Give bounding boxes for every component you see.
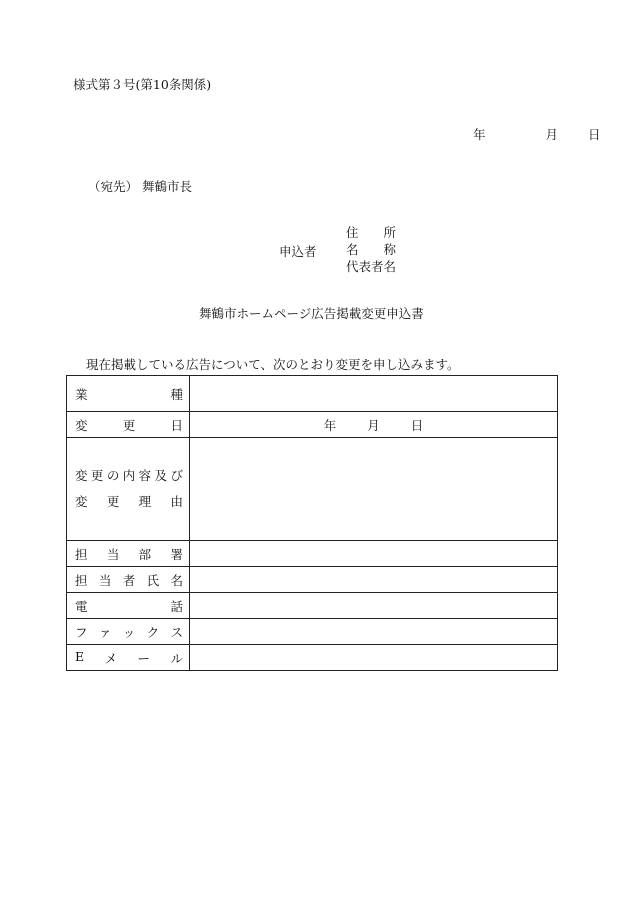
label-char: の [106, 468, 120, 483]
label-char: 内 [122, 468, 136, 483]
label-char: 更 [122, 417, 136, 433]
label-char: 担 [75, 572, 88, 588]
label-char: フ [75, 624, 88, 640]
row-content-reason [67, 438, 558, 541]
label-change-date [67, 412, 190, 438]
label-department [67, 541, 190, 567]
field-change-date[interactable] [190, 412, 558, 438]
label-char: 署 [170, 546, 183, 562]
label-char: 理 [138, 494, 152, 509]
change-date-month: 月 [367, 417, 380, 433]
label-char: 氏 [146, 572, 160, 588]
applicant-name-label: 名 称 [346, 242, 397, 257]
label-char: メ [104, 650, 118, 666]
field-person[interactable] [190, 567, 558, 593]
field-fax[interactable] [190, 619, 558, 645]
header-date [473, 125, 601, 143]
form-number: 様式第３号(第10条関係) [73, 77, 212, 92]
row-person [67, 567, 558, 593]
label-char: 業 [75, 386, 88, 402]
label-char: 者 [122, 572, 136, 588]
label-char: び [170, 468, 183, 483]
change-form-table [66, 375, 558, 671]
label-char: 当 [98, 572, 112, 588]
label-phone [67, 593, 190, 619]
label-char: 話 [170, 598, 183, 614]
row-phone [67, 593, 558, 619]
header-date-year: 年 [473, 127, 486, 142]
label-person [67, 567, 190, 593]
row-fax [67, 619, 558, 645]
label-char: 担 [75, 546, 88, 562]
header-date-day: 日 [588, 127, 601, 142]
label-char: ル [170, 650, 183, 666]
label-char: ッ [122, 624, 136, 640]
applicant-fields [346, 224, 396, 275]
row-industry [67, 376, 558, 412]
label-char: 更 [106, 494, 120, 509]
label-char: 及 [154, 468, 168, 483]
label-fax [67, 619, 190, 645]
label-email [67, 645, 190, 671]
label-char: 変 [75, 468, 88, 483]
document-title: 舞鶴市ホームページ広告掲載変更申込書 [199, 306, 424, 321]
label-char: 名 [170, 572, 183, 588]
header-date-month: 月 [545, 127, 559, 142]
row-email [67, 645, 558, 671]
change-date-year: 年 [323, 417, 337, 433]
field-phone[interactable] [190, 593, 558, 619]
row-department [67, 541, 558, 567]
label-char: 当 [106, 546, 120, 562]
label-char: 由 [170, 494, 183, 509]
label-char: 変 [75, 494, 88, 509]
label-char: 更 [90, 468, 104, 483]
label-char: ス [170, 624, 183, 640]
field-department[interactable] [190, 541, 558, 567]
label-char: 容 [138, 468, 152, 483]
label-char: ク [146, 624, 160, 640]
label-char: ァ [98, 624, 112, 640]
field-email[interactable] [190, 645, 558, 671]
change-date-day: 日 [410, 417, 424, 433]
applicant-representative-label: 代表者名 [346, 259, 397, 274]
addressee: （宛先） 舞鶴市長 [88, 179, 192, 194]
label-char: 種 [170, 386, 183, 402]
applicant-address-label: 住 所 [346, 225, 397, 240]
label-content-reason [67, 438, 190, 541]
label-industry [67, 376, 190, 412]
label-char: 変 [75, 417, 88, 433]
intro-text: 現在掲載している広告について、次のとおり変更を申し込みます。 [86, 357, 460, 372]
label-char: 電 [75, 598, 88, 614]
label-char: E [75, 648, 85, 664]
field-content-reason[interactable] [190, 438, 558, 541]
label-char: ー [137, 650, 151, 666]
label-char: 日 [170, 417, 183, 433]
row-change-date [67, 412, 558, 438]
applicant-label: 申込者 [279, 244, 317, 259]
label-char: 部 [138, 546, 152, 562]
field-industry[interactable] [190, 376, 558, 412]
